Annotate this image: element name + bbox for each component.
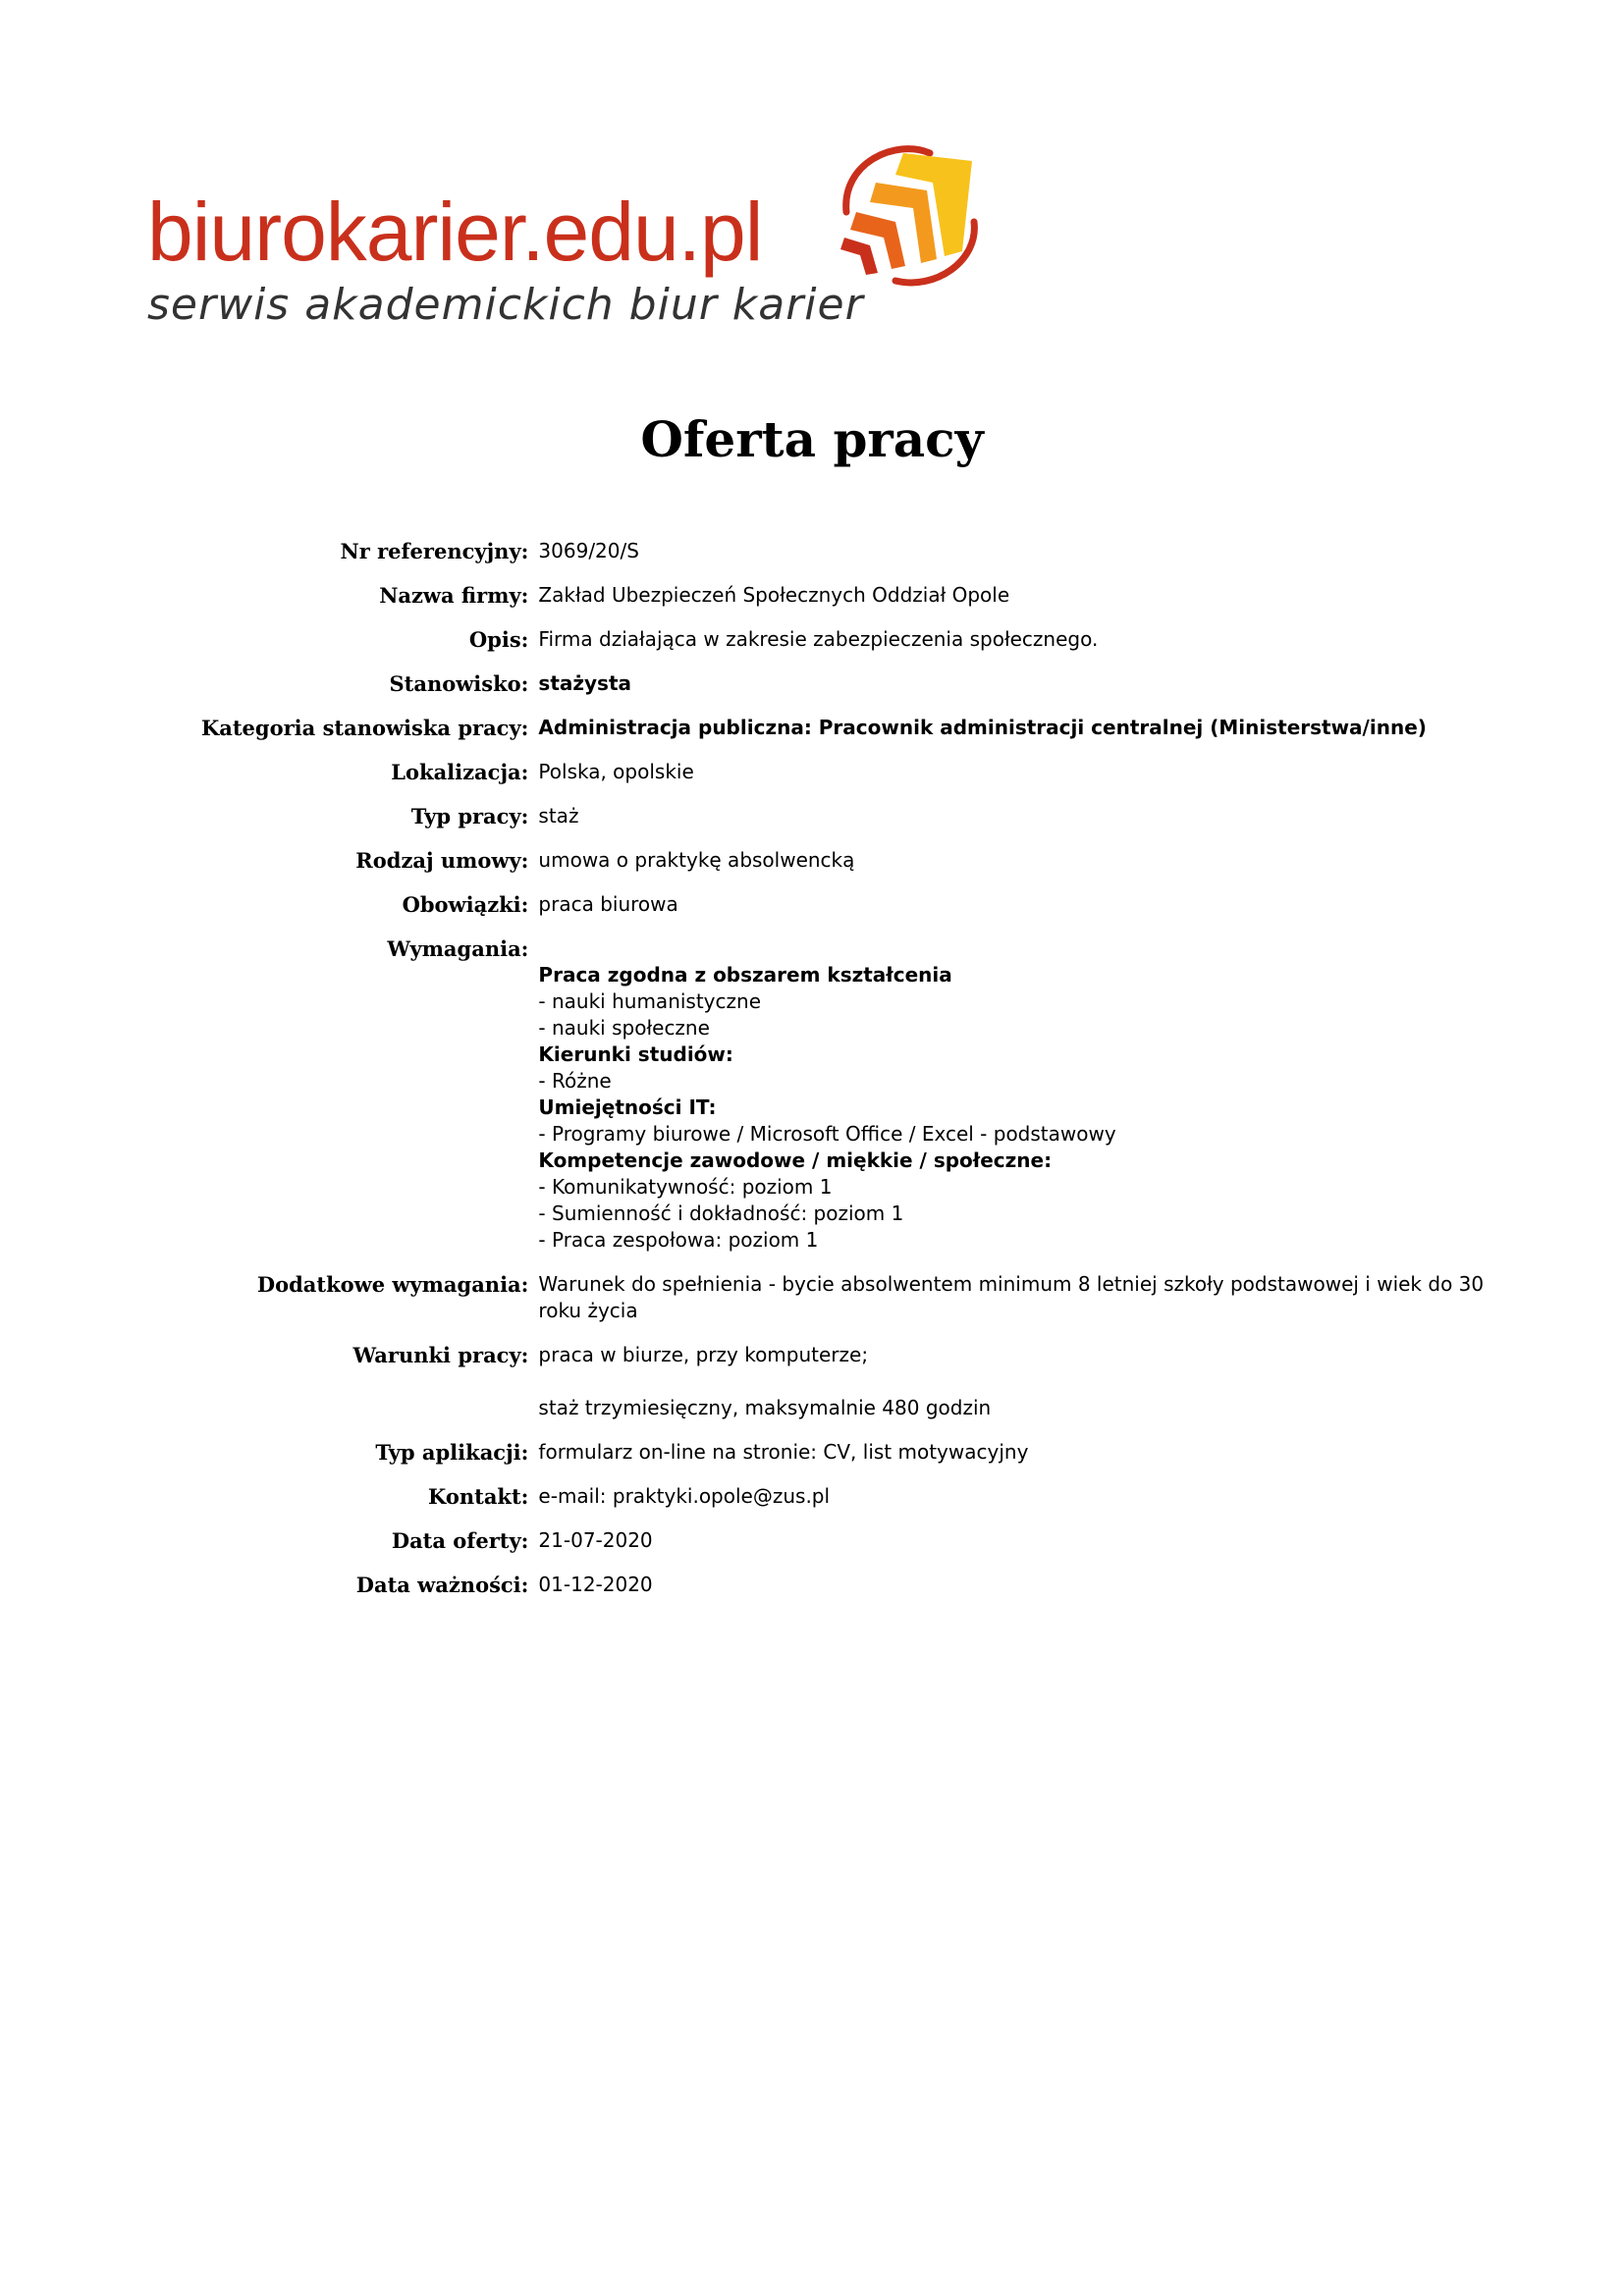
req-heading-it: Umiejętności IT: xyxy=(538,1095,717,1119)
row-requirements xyxy=(201,935,1507,1271)
req-heading-field: Praca zgodna z obszarem kształcenia xyxy=(538,963,952,987)
value-application: formularz on-line na stronie: CV, list motywacyjny xyxy=(538,1440,1029,1464)
value-description: Firma działająca w zakresie zabezpieczenia społecznego. xyxy=(538,627,1099,651)
label-category: Kategoria stanowiska pracy: xyxy=(201,716,529,740)
value-duties: praca biurowa xyxy=(538,892,678,916)
row-contract xyxy=(201,847,1507,891)
label-job-type: Typ pracy: xyxy=(410,804,529,828)
row-extra xyxy=(201,1271,1507,1342)
label-contract: Rodzaj umowy: xyxy=(355,848,529,873)
req-heading-studies: Kierunki studiów: xyxy=(538,1042,733,1066)
value-extra xyxy=(538,1271,1507,1342)
row-duties xyxy=(201,891,1507,935)
offer-details-table xyxy=(201,538,1507,1616)
row-position xyxy=(201,670,1507,715)
value-category: Administracja publiczna: Pracownik administracji centralnej (Ministerstwa/inne) xyxy=(538,716,1427,739)
page-title: Oferta pracy xyxy=(640,410,984,468)
value-valid-until: 01-12-2020 xyxy=(538,1573,653,1596)
label-company: Nazwa firmy: xyxy=(379,583,529,608)
label-contact: Kontakt: xyxy=(428,1484,529,1509)
extra-line: roku życia xyxy=(538,1299,638,1322)
extra-line: Warunek do spełnienia - bycie absolwentem minimum 8 letniej szkoły podstawowej i wiek do 30 xyxy=(538,1272,1485,1296)
label-offer-date: Data oferty: xyxy=(391,1528,529,1553)
value-contract: umowa o praktykę absolwencką xyxy=(538,848,855,872)
req-item: - nauki społeczne xyxy=(538,1016,710,1040)
label-location: Lokalizacja: xyxy=(391,760,529,784)
req-item: - Programy biurowe / Microsoft Office / Excel - podstawowy xyxy=(538,1122,1116,1146)
label-duties: Obowiązki: xyxy=(402,892,529,917)
value-ref: 3069/20/S xyxy=(538,539,639,562)
label-valid-until: Data ważności: xyxy=(355,1573,529,1597)
label-extra: Dodatkowe wymagania: xyxy=(256,1272,529,1297)
row-contact xyxy=(201,1483,1507,1527)
row-application xyxy=(201,1439,1507,1483)
row-description xyxy=(201,626,1507,670)
value-position: stażysta xyxy=(538,671,632,695)
row-location xyxy=(201,759,1507,803)
logo-tagline: serwis akademickich biur karier xyxy=(147,280,864,330)
logo-wordmark: biurokarier.edu.pl xyxy=(147,186,763,278)
row-category xyxy=(201,715,1507,759)
row-valid-until xyxy=(201,1572,1507,1616)
conditions-line: staż trzymiesięczny, maksymalnie 480 godzin xyxy=(538,1396,992,1419)
label-conditions: Warunki pracy: xyxy=(352,1343,529,1367)
value-offer-date: 21-07-2020 xyxy=(538,1528,653,1552)
row-ref xyxy=(201,538,1507,582)
row-job-type xyxy=(201,803,1507,847)
label-requirements: Wymagania: xyxy=(387,936,529,961)
label-description: Opis: xyxy=(468,627,529,652)
value-location: Polska, opolskie xyxy=(538,760,694,783)
req-item: - Komunikatywność: poziom 1 xyxy=(538,1175,833,1199)
req-item: - Praca zespołowa: poziom 1 xyxy=(538,1228,819,1252)
value-job-type: staż xyxy=(538,804,579,828)
value-contact: e-mail: praktyki.opole@zus.pl xyxy=(538,1484,831,1508)
value-requirements xyxy=(538,935,1507,1271)
logo-mark-icon xyxy=(837,143,984,291)
req-heading-competences: Kompetencje zawodowe / miękkie / społeczne: xyxy=(538,1148,1053,1172)
value-conditions xyxy=(538,1342,1507,1439)
row-offer-date xyxy=(201,1527,1507,1572)
label-position: Stanowisko: xyxy=(389,671,529,696)
label-application: Typ aplikacji: xyxy=(375,1440,529,1465)
value-company: Zakład Ubezpieczeń Społecznych Oddział Opole xyxy=(538,583,1010,607)
req-item: - nauki humanistyczne xyxy=(538,989,761,1013)
row-conditions xyxy=(201,1342,1507,1439)
conditions-line: praca w biurze, przy komputerze; xyxy=(538,1343,869,1366)
req-item: - Sumienność i dokładność: poziom 1 xyxy=(538,1201,904,1225)
logo xyxy=(147,143,1001,340)
row-company xyxy=(201,582,1507,626)
req-item: - Różne xyxy=(538,1069,612,1093)
label-ref: Nr referencyjny: xyxy=(340,539,529,563)
